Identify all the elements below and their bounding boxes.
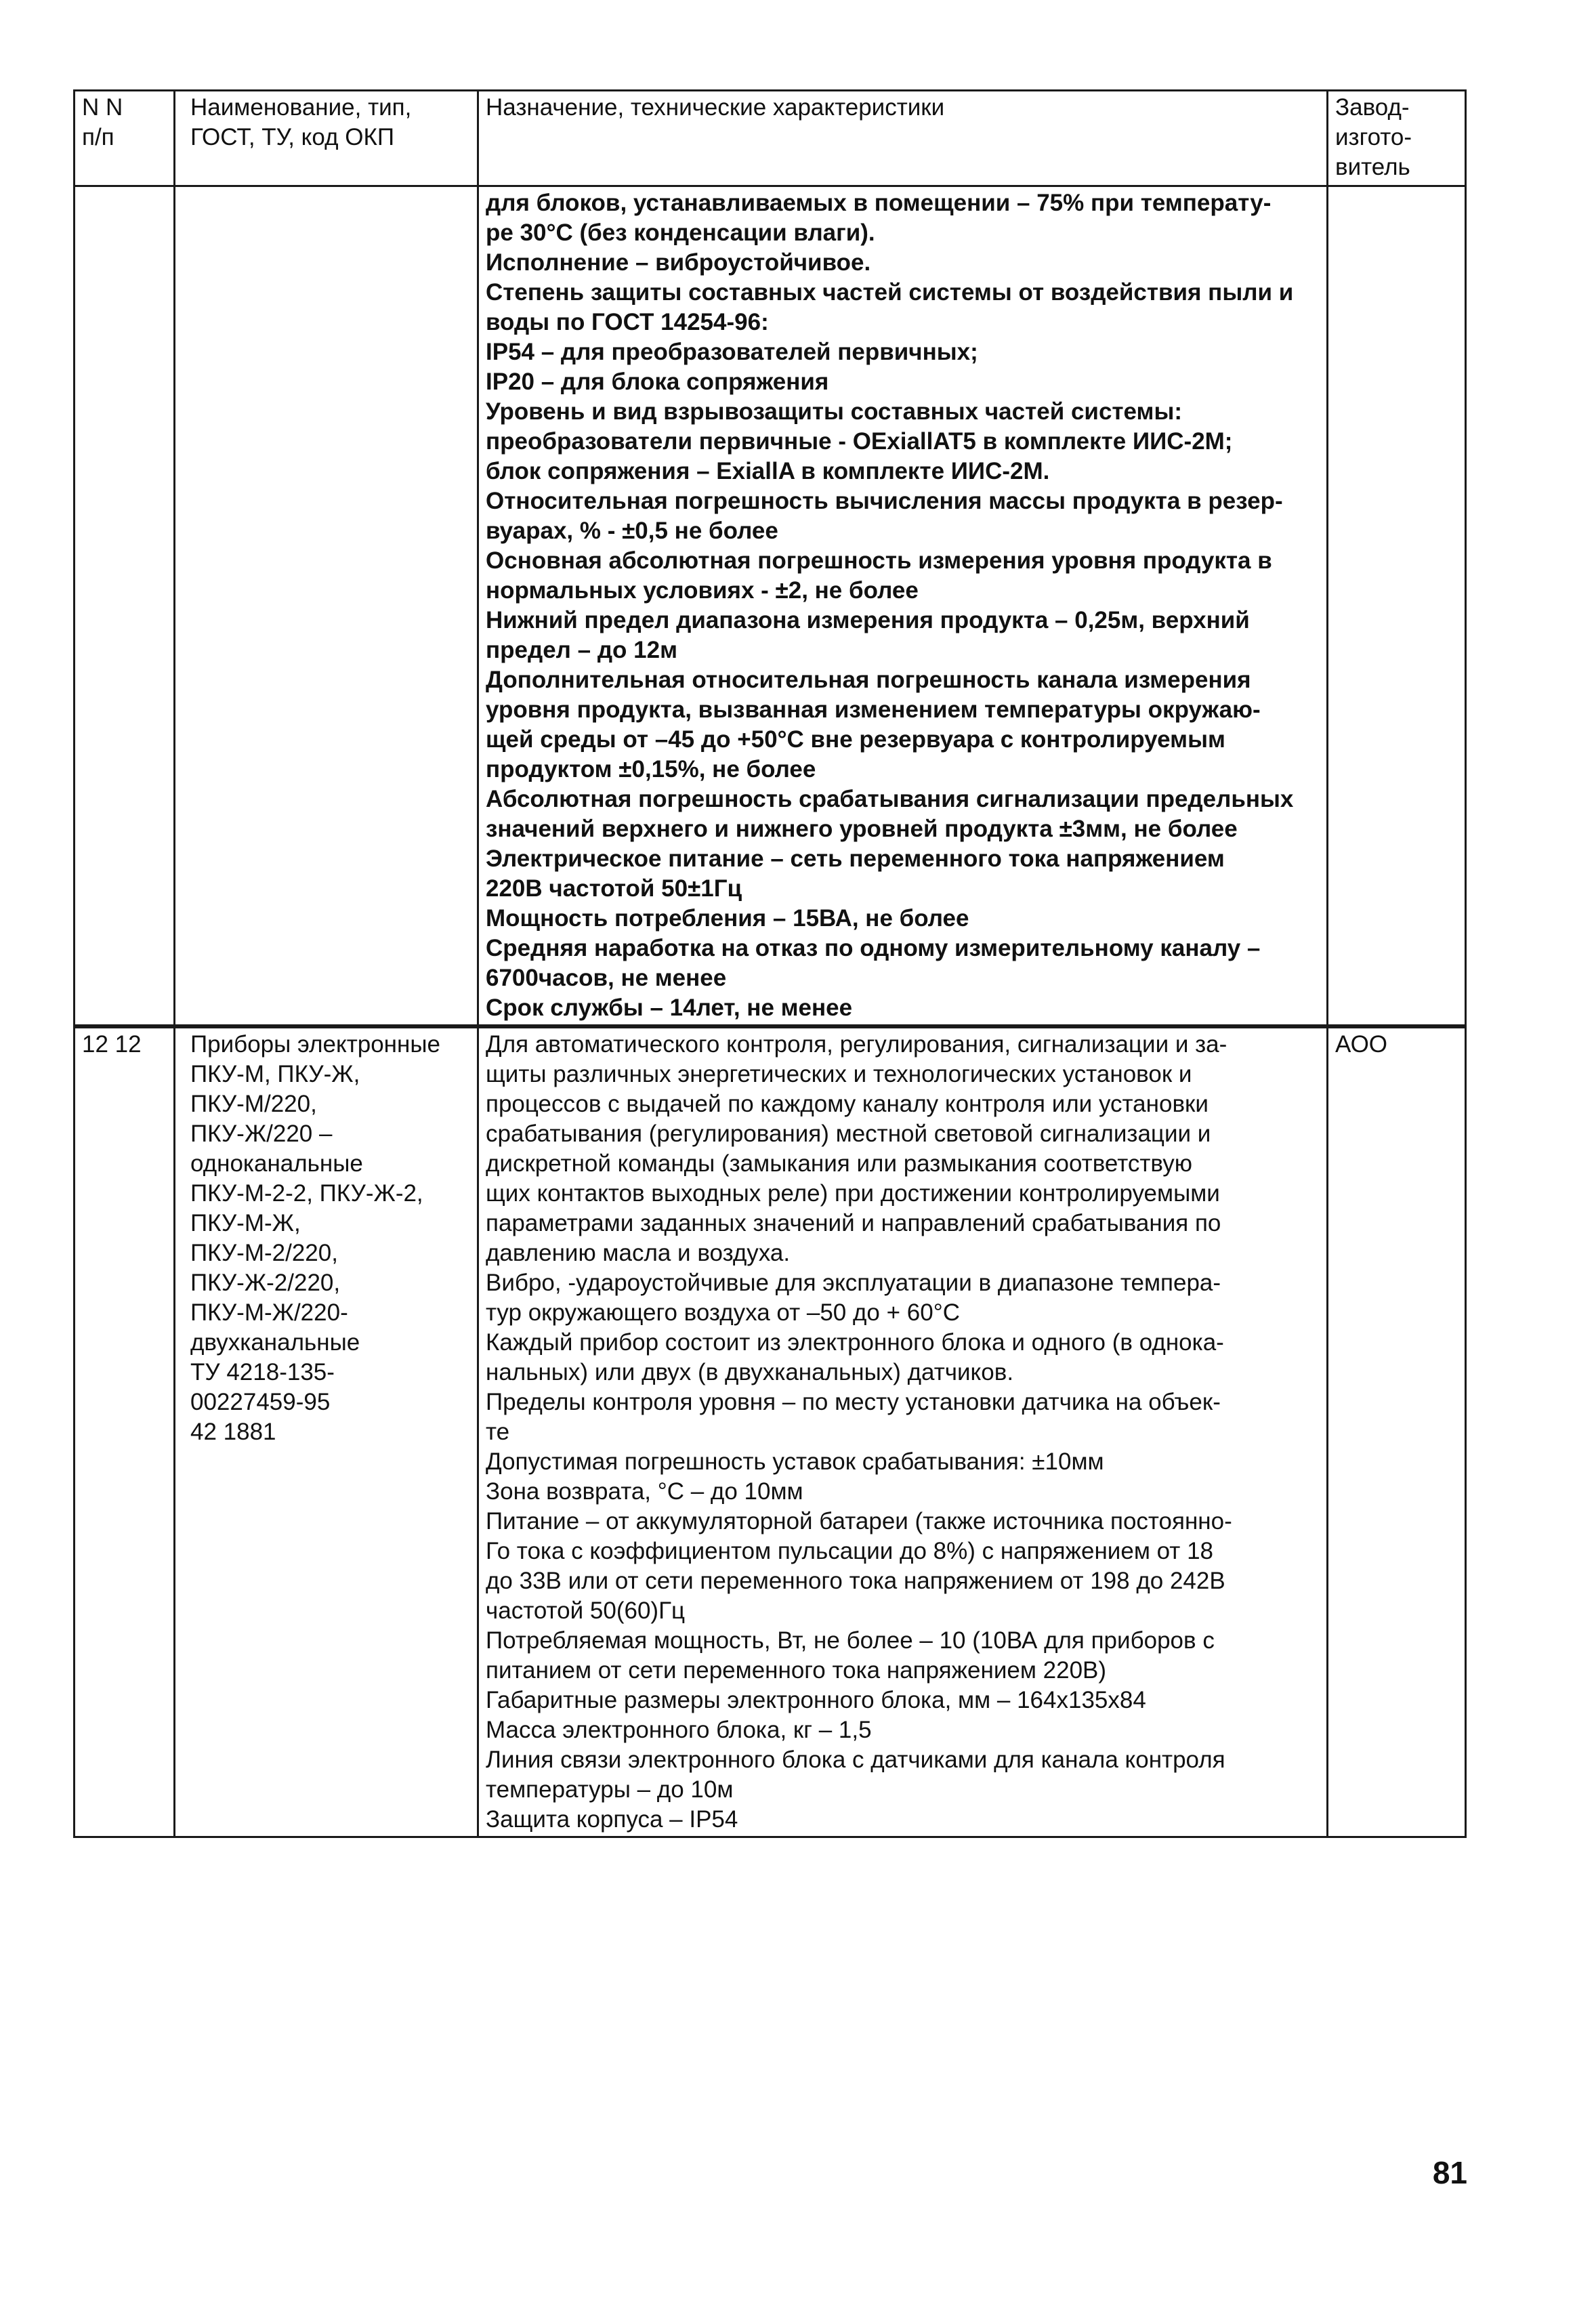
description-line: значений верхнего и нижнего уровней продукта ±3мм, не более xyxy=(486,816,1238,842)
cell-item-description xyxy=(478,1026,1328,1837)
page-number: 81 xyxy=(1432,2155,1467,2190)
description-line: процессов с выдачей по каждому каналу контроля или установки xyxy=(486,1091,1209,1117)
description-line: Относительная погрешность вычисления массы продукта в резер- xyxy=(486,488,1283,514)
header-number xyxy=(75,91,175,186)
description-line: питанием от сети переменного тока напряжением 220В) xyxy=(486,1657,1107,1684)
description-line: параметрами заданных значений и направлений срабатывания по xyxy=(486,1210,1221,1236)
description-line: Мощность потребления – 15ВА, не более xyxy=(486,905,969,932)
description-line: частотой 50(60)Гц xyxy=(486,1597,686,1624)
header-name-line: Наименование, тип, xyxy=(190,94,412,121)
description-line: щиты различных энергетических и технологических установок и xyxy=(486,1061,1192,1087)
description-line: Дополнительная относительная погрешность канала измерения xyxy=(486,667,1251,693)
description-line: Защита корпуса – IP54 xyxy=(486,1806,738,1833)
description-line: продуктом ±0,15%, не более xyxy=(486,756,816,782)
item-name-line: ПКУ-М, ПКУ-Ж, xyxy=(190,1061,360,1087)
description-line: уровня продукта, вызванная изменением температуры окружаю- xyxy=(486,696,1261,723)
description-line: щей среды от –45 до +50°С вне резервуара с контролируемым xyxy=(486,726,1225,753)
description-line: те xyxy=(486,1419,510,1445)
item-name-line: ПКУ-М-Ж/220- xyxy=(190,1299,348,1326)
description-line: Для автоматического контроля, регулирования, сигнализации и за- xyxy=(486,1031,1227,1058)
cell-item-name xyxy=(175,1026,478,1837)
description-line: тур окружающего воздуха от –50 до + 60°С xyxy=(486,1299,960,1326)
item-name-line: одноканальные xyxy=(190,1150,363,1177)
header-manufacturer-line: витель xyxy=(1335,154,1410,180)
cell-item-manufacturer: АОО xyxy=(1328,1026,1466,1837)
description-line: Габаритные размеры электронного блока, мм – 164х135х84 xyxy=(486,1687,1146,1713)
description-line: Срок службы – 14лет, не менее xyxy=(486,995,853,1021)
description-line: Исполнение – виброустойчивое. xyxy=(486,249,871,276)
header-manufacturer-line: Завод- xyxy=(1335,94,1410,121)
header-description-line: Назначение, технические характеристики xyxy=(486,94,945,121)
header-number-line: п/п xyxy=(82,124,114,150)
description-line: вуарах, % - ±0,5 не более xyxy=(486,518,778,544)
cell-name-empty xyxy=(175,186,478,1027)
item-name-line: ПКУ-М-Ж, xyxy=(190,1210,301,1236)
item-name-line: ПКУ-М-2/220, xyxy=(190,1240,338,1266)
description-line: 6700часов, не менее xyxy=(486,965,727,991)
description-line: давлению масла и воздуха. xyxy=(486,1240,791,1266)
description-line: IP54 – для преобразователей первичных; xyxy=(486,339,978,365)
description-line: ре 30°С (без конденсации влаги). xyxy=(486,220,875,246)
description-line: Электрическое питание – сеть переменного тока напряжением xyxy=(486,845,1225,872)
description-line: Средняя наработка на отказ по одному измерительному каналу – xyxy=(486,935,1261,961)
description-line: Пределы контроля уровня – по месту установки датчика на объек- xyxy=(486,1389,1221,1415)
description-line: Каждый прибор состоит из электронного блока и одного (в однока- xyxy=(486,1329,1224,1356)
description-line: 220В частотой 50±1Гц xyxy=(486,875,742,902)
cell-number-empty xyxy=(75,186,175,1027)
header-number-line: N N xyxy=(82,94,123,121)
description-line: Степень защиты составных частей системы от воздействия пыли и xyxy=(486,279,1294,306)
description-line: преобразователи первичные - OExiallAT5 в комплекте ИИС-2М; xyxy=(486,428,1233,455)
header-name-line: ГОСТ, ТУ, код ОКП xyxy=(190,124,395,150)
description-line: Нижний предел диапазона измерения продукта – 0,25м, верхний xyxy=(486,607,1250,633)
item-name-line: ПКУ-Ж-2/220, xyxy=(190,1270,341,1296)
description-line: Абсолютная погрешность срабатывания сигнализации предельных xyxy=(486,786,1294,812)
description-line: Зона возврата, °С – до 10мм xyxy=(486,1478,803,1505)
item-name-line: ПКУ-М-2-2, ПКУ-Ж-2, xyxy=(190,1180,423,1207)
description-line: температуры – до 10м xyxy=(486,1776,734,1803)
description-line: Основная абсолютная погрешность измерения уровня продукта в xyxy=(486,547,1272,574)
description-line: нальных) или двух (в двухканальных) датчиков. xyxy=(486,1359,1014,1385)
description-line: Го тока с коэффициентом пульсации до 8%) с напряжением от 18 xyxy=(486,1538,1213,1564)
description-line: блок сопряжения – ExiallA в комплекте ИИС-2М. xyxy=(486,458,1050,484)
header-manufacturer-line: изгото- xyxy=(1335,124,1412,150)
item-name-line: ПКУ-М/220, xyxy=(190,1091,317,1117)
description-line: Питание – от аккумуляторной батареи (также источника постоянно- xyxy=(486,1508,1232,1534)
description-line: Масса электронного блока, кг – 1,5 xyxy=(486,1717,872,1743)
cell-manufacturer-empty xyxy=(1328,186,1466,1027)
cell-item-number: 12 12 xyxy=(75,1026,175,1837)
description-line: щих контактов выходных реле) при достижении контролируемыми xyxy=(486,1180,1220,1207)
header-name xyxy=(175,91,478,186)
header-description xyxy=(478,91,1328,186)
description-line: Вибро, -удароустойчивые для эксплуатации в диапазоне темпера- xyxy=(486,1270,1221,1296)
description-line: воды по ГОСТ 14254-96: xyxy=(486,309,769,335)
description-line: срабатывания (регулирования) местной световой сигнализации и xyxy=(486,1121,1211,1147)
description-line: Линия связи электронного блока с датчиками для канала контроля xyxy=(486,1747,1225,1773)
description-line: предел – до 12м xyxy=(486,637,677,663)
description-line: дискретной команды (замыкания или размыкания соответствую xyxy=(486,1150,1192,1177)
cell-description-continuation xyxy=(478,186,1328,1027)
table-header-row xyxy=(75,91,1466,186)
description-line: до 33В или от сети переменного тока напряжением от 198 до 242В xyxy=(486,1568,1225,1594)
item-name-line: ПКУ-Ж/220 – xyxy=(190,1121,333,1147)
table-row-continuation xyxy=(75,186,1466,1027)
item-name-line: двухканальные xyxy=(190,1329,360,1356)
item-name-line: 42 1881 xyxy=(190,1419,276,1445)
item-name-line: Приборы электронные xyxy=(190,1031,440,1058)
description-line: для блоков, устанавливаемых в помещении – 75% при температу- xyxy=(486,190,1272,216)
header-manufacturer xyxy=(1328,91,1466,186)
description-line: IP20 – для блока сопряжения xyxy=(486,369,829,395)
description-line: Уровень и вид взрывозащиты составных частей системы: xyxy=(486,398,1182,425)
item-name-line: 00227459-95 xyxy=(190,1389,331,1415)
table-row-item-12 xyxy=(75,1026,1466,1837)
description-line: Допустимая погрешность уставок срабатывания: ±10мм xyxy=(486,1448,1104,1475)
equipment-table xyxy=(73,89,1467,1838)
description-line: нормальных условиях - ±2, не более xyxy=(486,577,919,604)
description-line: Потребляемая мощность, Вт, не более – 10 (10ВА для приборов с xyxy=(486,1627,1215,1654)
item-name-line: ТУ 4218-135- xyxy=(190,1359,335,1385)
